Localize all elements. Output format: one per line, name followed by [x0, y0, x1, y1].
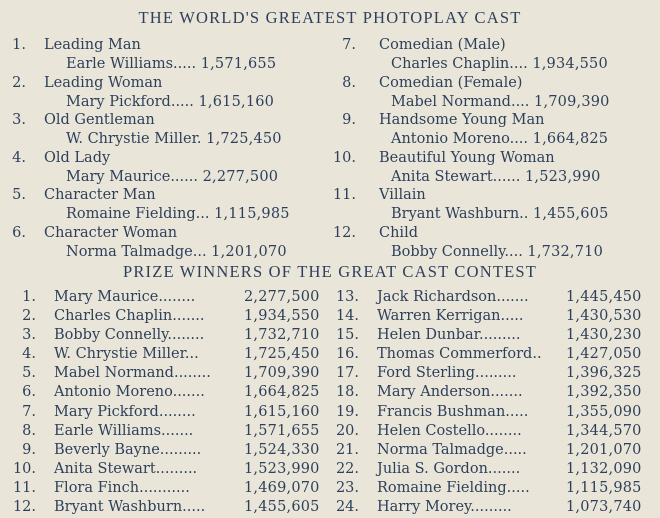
vote-count: 1,615,160 — [244, 403, 320, 420]
winner-name: Mary Pickford..... — [66, 93, 194, 110]
vote-count: 1,725,450 — [244, 346, 320, 363]
entry-number: 3. — [12, 112, 26, 128]
cast-column-left — [0, 37, 330, 262]
vote-count: 1,934,550 — [244, 308, 320, 325]
prize-row — [0, 442, 330, 461]
role-name: Handsome Young Man — [379, 112, 545, 128]
winner-name: Francis Bushman..... — [377, 403, 529, 420]
cast-column-right — [330, 37, 660, 262]
winner-name: Mabel Normand.... — [391, 93, 530, 110]
winner-name: Mary Maurice........ — [54, 289, 196, 305]
vote-count: 1,115,985 — [566, 479, 642, 496]
vote-count: 1,469,070 — [244, 479, 320, 496]
rank-number: 10. — [12, 460, 36, 477]
winner-name: Charles Chaplin.... — [391, 56, 528, 72]
winner-name: Charles Chaplin....... — [54, 308, 205, 325]
winner-name: Helen Dunbar......... — [377, 327, 521, 344]
rank-number: 12. — [12, 499, 36, 516]
role-name: Old Gentleman — [44, 112, 155, 128]
rank-number: 19. — [335, 403, 359, 420]
winner-line — [66, 131, 282, 147]
winner-name: Mary Anderson....... — [377, 384, 523, 401]
entry-number: 11. — [332, 187, 356, 203]
prize-row — [330, 480, 660, 499]
cast-entry — [330, 37, 660, 75]
winner-name: Jack Richardson....... — [377, 289, 529, 305]
vote-count: 1,344,570 — [566, 422, 642, 439]
rank-number: 24. — [335, 499, 359, 516]
winner-name: Bobby Connelly........ — [54, 327, 205, 344]
entry-number: 2. — [12, 74, 26, 91]
prize-row — [0, 499, 330, 518]
role-name: Character Woman — [44, 224, 178, 241]
winner-name: Beverly Bayne......... — [54, 441, 202, 458]
vote-count: 1,455,605 — [532, 206, 609, 222]
prize-title: PRIZE WINNERS OF THE GREAT CAST CONTEST — [122, 262, 538, 281]
cast-entry — [330, 225, 660, 263]
vote-count: 1,571,655 — [200, 56, 277, 72]
vote-count: 1,571,655 — [244, 422, 320, 439]
winner-name: Julia S. Gordon....... — [377, 460, 521, 477]
rank-number: 9. — [22, 441, 36, 458]
role-name: Character Man — [44, 187, 156, 203]
vote-count: 1,524,330 — [244, 441, 320, 458]
prize-row — [330, 384, 660, 403]
prize-row — [0, 384, 330, 403]
rank-number: 13. — [335, 289, 359, 305]
winner-name: Norma Talmadge... — [66, 243, 207, 260]
winner-line — [391, 131, 608, 147]
role-name: Villain — [379, 187, 426, 203]
winner-line — [66, 244, 287, 260]
prize-row — [0, 289, 330, 308]
vote-count: 1,664,825 — [532, 131, 609, 147]
prize-row — [0, 480, 330, 499]
prize-row — [330, 461, 660, 480]
vote-count: 1,934,550 — [532, 56, 608, 72]
vote-count: 1,523,990 — [244, 460, 320, 477]
winner-name: W. Chrystie Miller... — [54, 346, 199, 363]
prize-row — [330, 499, 660, 518]
winner-line — [66, 169, 278, 185]
winner-name: Bryant Washburn..... — [54, 499, 206, 516]
role-name: Beautiful Young Woman — [379, 149, 555, 166]
role-name: Old Lady — [44, 149, 111, 166]
winner-name: Norma Talmadge..... — [377, 441, 527, 458]
entry-number: 8. — [342, 74, 356, 91]
prize-row — [330, 308, 660, 327]
winner-line — [391, 169, 601, 185]
winner-line — [66, 206, 290, 222]
winner-name: Romaine Fielding..... — [377, 479, 530, 496]
vote-count: 1,709,390 — [534, 93, 610, 110]
winner-line — [391, 56, 608, 72]
rank-number: 18. — [335, 384, 359, 401]
winner-name: Earle Williams....... — [54, 422, 194, 439]
winner-name: Antonio Moreno....... — [54, 384, 205, 401]
winner-name: Harry Morey......... — [377, 499, 512, 516]
rank-number: 7. — [22, 403, 36, 420]
cast-entry — [0, 112, 330, 150]
prize-row — [330, 442, 660, 461]
prize-row — [330, 423, 660, 442]
prize-row — [0, 346, 330, 365]
prize-row — [0, 327, 330, 346]
role-name: Comedian (Female) — [379, 74, 523, 91]
winner-line — [391, 94, 610, 110]
winner-line — [66, 94, 274, 110]
vote-count: 1,392,350 — [566, 384, 642, 401]
cast-entry — [330, 75, 660, 113]
cast-entry — [0, 150, 330, 188]
entry-number: 6. — [12, 224, 26, 241]
cast-entry — [0, 225, 330, 263]
winner-name: Anita Stewart...... — [391, 168, 521, 185]
role-name: Leading Man — [44, 37, 141, 53]
cast-entry — [330, 112, 660, 150]
prize-row — [0, 308, 330, 327]
rank-number: 15. — [335, 327, 359, 344]
prize-row — [0, 461, 330, 480]
rank-number: 14. — [335, 308, 359, 325]
vote-count: 1,430,230 — [566, 327, 642, 344]
cast-entry — [330, 150, 660, 188]
entry-number: 5. — [12, 187, 26, 203]
entry-number: 10. — [332, 149, 356, 166]
vote-count: 1,073,740 — [566, 499, 642, 516]
rank-number: 22. — [335, 460, 359, 477]
prize-row — [330, 289, 660, 308]
vote-count: 1,427,050 — [566, 346, 642, 363]
rank-number: 3. — [22, 327, 36, 344]
prize-row — [330, 404, 660, 423]
entry-number: 7. — [342, 37, 356, 53]
rank-number: 21. — [335, 441, 359, 458]
rank-number: 23. — [335, 479, 359, 496]
vote-count: 1,201,070 — [211, 243, 287, 260]
entry-number: 4. — [12, 149, 26, 166]
vote-count: 1,445,450 — [566, 289, 642, 305]
winner-name: Romaine Fielding... — [66, 206, 210, 222]
prize-row — [330, 327, 660, 346]
winner-name: Flora Finch........... — [54, 479, 190, 496]
winner-name: Anita Stewart......... — [54, 460, 198, 477]
winner-line — [391, 244, 603, 260]
rank-number: 17. — [335, 365, 359, 382]
vote-count: 1,132,090 — [566, 460, 642, 477]
prize-row — [330, 346, 660, 365]
vote-count: 1,396,325 — [566, 365, 642, 382]
rank-number: 5. — [22, 365, 36, 382]
vote-count: 1,615,160 — [198, 93, 275, 110]
winner-line — [66, 56, 276, 72]
winner-name: W. Chrystie Miller. — [66, 131, 202, 147]
vote-count: 2,277,500 — [244, 289, 320, 305]
cast-title: THE WORLD'S GREATEST PHOTOPLAY CAST — [138, 8, 522, 27]
rank-number: 4. — [22, 346, 36, 363]
prize-row — [330, 365, 660, 384]
entry-number: 1. — [12, 37, 26, 53]
vote-count: 2,277,500 — [202, 168, 279, 185]
vote-count: 1,709,390 — [244, 365, 320, 382]
winner-name: Antonio Moreno.... — [391, 131, 529, 147]
prize-row — [0, 423, 330, 442]
cast-entry — [330, 187, 660, 225]
rank-number: 1. — [22, 289, 36, 305]
rank-number: 20. — [335, 422, 359, 439]
vote-count: 1,732,710 — [244, 327, 320, 344]
winner-name: Ford Sterling......... — [377, 365, 517, 382]
winner-name: Mabel Normand........ — [54, 365, 211, 382]
vote-count: 1,455,605 — [244, 499, 320, 516]
vote-count: 1,115,985 — [214, 206, 290, 222]
rank-number: 2. — [22, 308, 36, 325]
role-name: Child — [379, 224, 418, 241]
vote-count: 1,201,070 — [566, 441, 642, 458]
vote-count: 1,430,530 — [566, 308, 642, 325]
vote-count: 1,355,090 — [566, 403, 642, 420]
cast-entry — [0, 187, 330, 225]
rank-number: 8. — [22, 422, 36, 439]
vote-count: 1,725,450 — [206, 131, 282, 147]
cast-entry — [0, 37, 330, 75]
rank-number: 11. — [12, 479, 36, 496]
winner-name: Helen Costello........ — [377, 422, 522, 439]
winner-name: Bryant Washburn.. — [391, 206, 529, 222]
prize-row — [0, 404, 330, 423]
winner-name: Warren Kerrigan..... — [377, 308, 524, 325]
role-name: Leading Woman — [44, 74, 163, 91]
winner-name: Earle Williams..... — [66, 56, 197, 72]
rank-number: 6. — [22, 384, 36, 401]
winner-name: Mary Maurice...... — [66, 168, 198, 185]
prize-column-left — [0, 289, 330, 518]
vote-count: 1,523,990 — [524, 168, 601, 185]
vote-count: 1,664,825 — [244, 384, 320, 401]
winner-name: Bobby Connelly.... — [391, 243, 523, 260]
winner-line — [391, 206, 609, 222]
role-name: Comedian (Male) — [379, 37, 506, 53]
entry-number: 9. — [342, 112, 356, 128]
rank-number: 16. — [335, 346, 359, 363]
cast-entry — [0, 75, 330, 113]
winner-name: Mary Pickford........ — [54, 403, 196, 420]
winner-name: Thomas Commerford.. — [377, 346, 542, 363]
entry-number: 12. — [332, 224, 356, 241]
vote-count: 1,732,710 — [527, 243, 604, 260]
prize-column-right — [330, 289, 660, 518]
prize-row — [0, 365, 330, 384]
